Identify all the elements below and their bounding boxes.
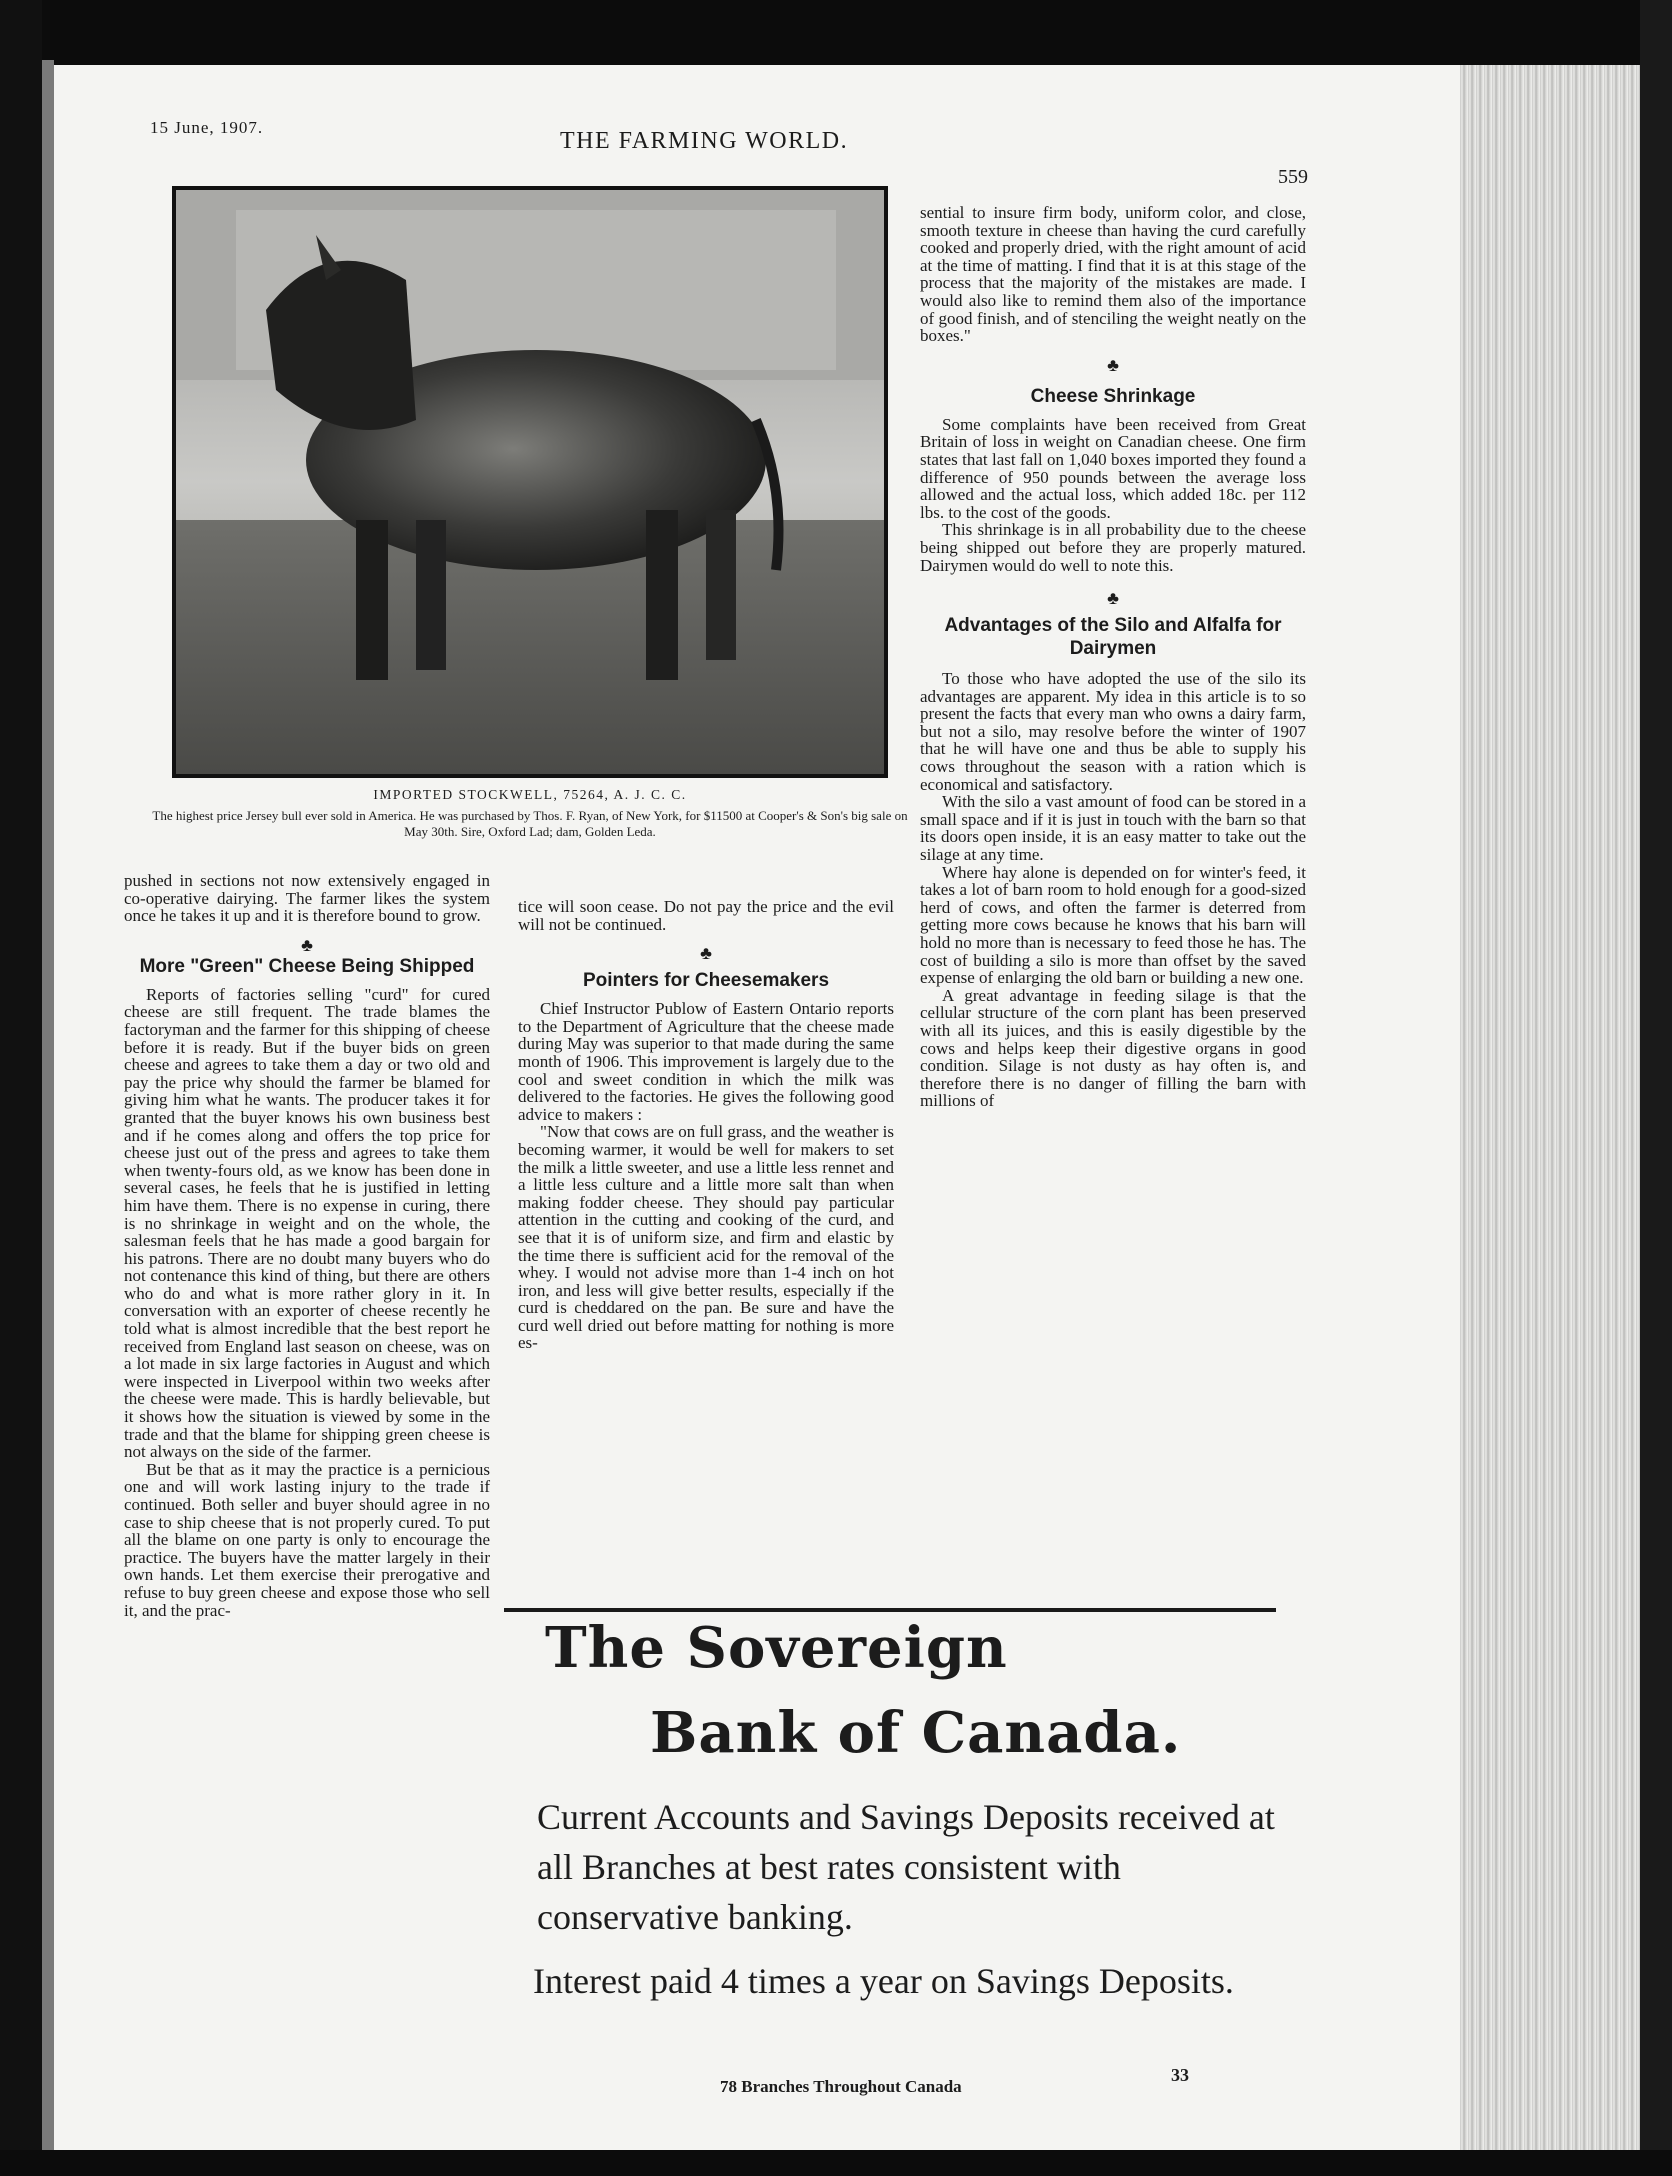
publication-title: THE FARMING WORLD. <box>560 128 849 154</box>
scan-border-right <box>1640 0 1672 2176</box>
ornament-icon: ♣ <box>700 943 712 964</box>
heading-silo-alfalfa: Advantages of the Silo and Alfalfa for Dairymen <box>944 615 1282 660</box>
ornament-icon: ♣ <box>1107 354 1119 375</box>
shrinkage-paragraph-2: This shrinkage is in all probability due to the cheese being shipped out before they are properly matured. Dairymen would do well to note this. <box>920 520 1306 575</box>
col3-intro: sential to insure firm body, uniform color, and close, smooth texture in cheese than having the curd carefully cooked and properly dried, with the right amount of acid at the time of matting. I find that it is at this stage of the process that the majority of the mistakes are made. I would also like to remind them also of the importance of good finish, and of stenciling the weight neatly on the boxes." <box>920 203 1306 346</box>
green-cheese-paragraph-2: But be that as it may the practice is a pernicious one and will work lasting injury to the trade if continued. Both seller and buyer should agree in no case to ship cheese that is not properly cured. To put all the blame on one party is only to encourage the practice. The buyers have the matter largely in their own hands. Let them exercise their prerogative and refuse to buy green cheese and expose those who sell it, and the prac- <box>124 1459 490 1620</box>
green-cheese-paragraph-1: Reports of factories selling "curd" for cured cheese are still frequent. The trade blames the factoryman and the farmer for this shipping of cheese before it is ready. But if the buyer bids on green cheese and agrees to take them a day or two old and pay the price why should the farmer be blamed for giving him what he wants. The producer takes it for granted that the buyer knows his own business best and if he comes along and offers the top price for cheese just out of the press and agrees to take them when twenty-fours old, as we know has been done in several cases, he feels that he is justified in letting him have them. There is no expense in curing, there is no shrinkage in weight and on the whole, the salesman feels that he has made a good bargain for his patrons. There are no doubt many buyers who do not contenance this kind of thing, but there are others who do and what is more rather glory in it. In conversation with an exporter of cheese recently he told what is almost incredible that the best report he received from England last season on cheese, was on a lot made in six large factories in August and which were inspected in Liverpool within two weeks after the cheese were made. This is hardly believable, but it shows how the situation is viewed by some in the trade and that the blame for shipping green cheese is not always on the side of the farmer. <box>124 984 490 1462</box>
ad-footer-branches: 78 Branches Throughout Canada <box>720 2077 962 2096</box>
ornament-icon: ♣ <box>301 934 313 955</box>
scan-border-left <box>0 0 42 2176</box>
scan-border-bottom <box>0 2150 1672 2176</box>
scan-border-top <box>0 0 1672 65</box>
ad-body-interest: Interest paid 4 times a year on Savings Deposits. <box>533 1961 1234 2001</box>
ornament-icon: ♣ <box>1107 588 1119 609</box>
silo-paragraph-1: To those who have adopted the use of the silo its advantages are apparent. My idea in this article is to so present the facts that every man who owns a dairy farm, but not a silo, may resolve before the winter of 1907 that he will have one and thus be able to supply his cows throughout the season with a ration which is economical and satisfactory. <box>920 669 1306 794</box>
silo-paragraph-3: Where hay alone is depended on for winter's feed, it takes a lot of barn room to hold enough for a good-sized herd of cows, and often the farmer is deterred from getting more cows because he knows that his barn will hold no more than is necessary to feed those he has. The cost of building a silo is more than offset by the saved expense of enlarging the old barn or building a new one. <box>920 862 1306 988</box>
ad-headline-line-2: Bank of Canada. <box>650 1700 1182 1766</box>
issue-date: 15 June, 1907. <box>150 118 264 137</box>
pointers-paragraph-2: "Now that cows are on full grass, and the weather is becoming warmer, it would be well for makers to set the milk a little sweeter, and use a little less rennet and a little less culture and a little more salt than when making fodder cheese. They should pay particular attention in the cutting and cooking of the curd, and see that it is of uniform size, and firm and elastic by the time there is sufficient acid for the removal of the whey. I would not advise more than 1-4 inch on hot iron, and less will give better results, especially if the curd is cheddared on the pan. Be sure and have the curd well dried out before matting for nothing is more es- <box>518 1122 894 1353</box>
ad-headline-line-1: The Sovereign <box>545 1615 1008 1681</box>
col1-intro: pushed in sections not now extensively engaged in co-operative dairying. The farmer likes the system once he takes it up and it is therefore bound to grow. <box>124 871 490 926</box>
heading-pointers-cheesemakers: Pointers for Cheesemakers <box>582 970 830 992</box>
pointers-paragraph-1: Chief Instructor Publow of Eastern Ontario reports to the Department of Agriculture that the cheese made during May was superior to that made during the same month of 1906. This improvement is largely due to the cool and sweet condition in which the milk was delivered to the factories. He gives the following good advice to makers : <box>518 999 894 1124</box>
book-gutter <box>42 60 54 2176</box>
ad-body-accounts: Current Accounts and Savings Deposits received at all Branches at best rates consistent with conservative banking. <box>537 1797 1275 1937</box>
silo-paragraph-2: With the silo a vast amount of food can be stored in a small space and if it is just in touch with the barn so that its doors open inside, it is an easy matter to take out the silage at any time. <box>920 792 1306 865</box>
photo-caption-title: IMPORTED STOCKWELL, 75264, A. J. C. C. <box>373 787 687 802</box>
bull-photo-image <box>176 190 884 774</box>
page-number: 559 <box>1278 166 1308 188</box>
heading-green-cheese: More "Green" Cheese Being Shipped <box>139 955 475 977</box>
advertisement-rule <box>504 1608 1276 1612</box>
shrinkage-paragraph-1: Some complaints have been received from Great Britain of loss in weight on Canadian cheese. One firm states that last fall on 1,040 boxes imported they found a difference of 950 pounds between the average loss allowed and the actual loss, which added 18c. per 112 lbs. to the cost of the goods. <box>920 414 1306 522</box>
photo-caption-body: The highest price Jersey bull ever sold in America. He was purchased by Thos. F. Ryan, of New York, for $11500 at Cooper's & Son's big sale on May 30th. Sire, Oxford Lad; dam, Golden Leda. <box>152 808 908 839</box>
col2-intro: tice will soon cease. Do not pay the price and the evil will not be continued. <box>518 897 894 934</box>
heading-cheese-shrinkage: Cheese Shrinkage <box>1030 385 1196 407</box>
ad-number: 33 <box>1171 2065 1189 2085</box>
column-3 <box>920 204 1306 1110</box>
column-2 <box>518 898 894 1352</box>
column-1 <box>124 872 490 1619</box>
bull-photograph <box>172 186 888 778</box>
silo-paragraph-4: A great advantage in feeding silage is that the cellular structure of the corn plant has been preserved with all its juices, and this is easily digestible by the cows and helps keep their digestive organs in good condition. Silage is not dusty as hay often is, and therefore there is no danger of filling the barn with millions of <box>920 985 1306 1111</box>
